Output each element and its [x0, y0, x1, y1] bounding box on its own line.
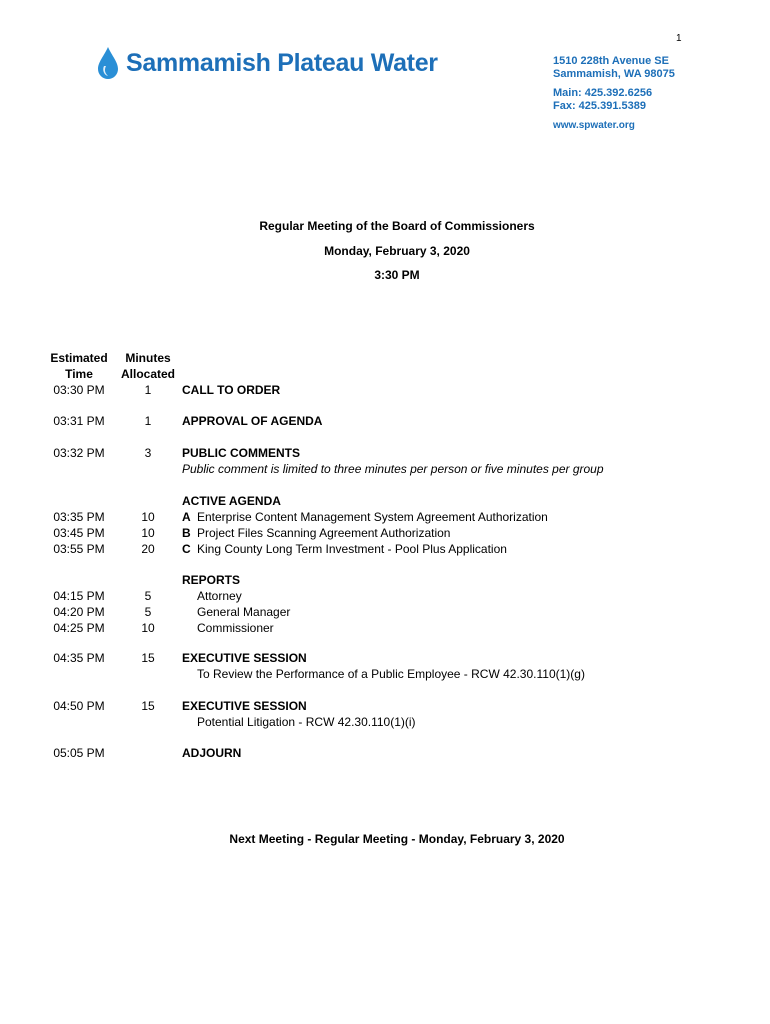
row-time: 03:45 PM — [53, 526, 105, 540]
reports-heading-row — [0, 572, 770, 588]
row-minutes: 5 — [144, 589, 152, 603]
item-letter: B — [182, 526, 191, 540]
executive-session-detail: To Review the Performance of a Public Employee - RCW 42.30.110(1)(g) — [197, 667, 585, 681]
water-drop-icon — [96, 46, 120, 80]
item-text: Project Files Scanning Agreement Authorization — [197, 526, 451, 540]
public-comment-note: Public comment is limited to three minutes per person or five minutes per group — [182, 462, 604, 476]
item-letter: A — [182, 510, 191, 524]
row-time: 04:35 PM — [53, 651, 105, 665]
row-label: EXECUTIVE SESSION — [182, 651, 307, 665]
row-minutes: 15 — [141, 699, 155, 713]
executive-session-1-detail-row — [0, 666, 770, 682]
meeting-title: Regular Meeting of the Board of Commissioners — [259, 219, 535, 233]
item-text: General Manager — [197, 605, 291, 619]
report-item-attorney — [0, 588, 770, 604]
row-minutes: 10 — [141, 526, 155, 540]
agenda-row-executive-session-2 — [0, 698, 770, 714]
row-time: 04:20 PM — [53, 605, 105, 619]
item-text: King County Long Term Investment - Pool Plus Application — [197, 542, 507, 556]
estimated-time-header — [44, 350, 114, 382]
website: www.spwater.org — [553, 120, 635, 131]
reports-heading: REPORTS — [182, 573, 241, 587]
row-time: 03:55 PM — [53, 542, 105, 556]
header-time: Time — [65, 367, 93, 381]
executive-session-detail: Potential Litigation - RCW 42.30.110(1)(i) — [197, 715, 416, 729]
address-line2: Sammamish, WA 98075 — [553, 68, 675, 80]
agenda-row-executive-session-1 — [0, 650, 770, 666]
active-agenda-heading-row — [0, 493, 770, 509]
address-block — [553, 55, 675, 132]
report-item-commissioner — [0, 620, 770, 636]
item-text: Enterprise Content Management System Agreement Authorization — [197, 510, 548, 524]
header-estimated: Estimated — [50, 351, 108, 365]
logo — [96, 46, 438, 80]
fax-number: Fax: 425.391.5389 — [553, 100, 646, 112]
meeting-date: Monday, February 3, 2020 — [324, 244, 470, 258]
row-minutes: 10 — [141, 510, 155, 524]
public-comment-note-row — [0, 461, 770, 477]
active-agenda-heading: ACTIVE AGENDA — [182, 494, 281, 508]
active-agenda-item-c — [0, 541, 770, 557]
row-time: 04:15 PM — [53, 589, 105, 603]
meeting-time: 3:30 PM — [374, 268, 420, 282]
row-time: 05:05 PM — [53, 746, 105, 760]
row-label: EXECUTIVE SESSION — [182, 699, 307, 713]
row-minutes: 5 — [144, 605, 152, 619]
item-text: Attorney — [197, 589, 242, 603]
header-minutes: Minutes — [125, 351, 171, 365]
item-letter: C — [182, 542, 191, 556]
report-item-general-manager — [0, 604, 770, 620]
agenda-row-approval — [0, 413, 770, 429]
row-label: APPROVAL OF AGENDA — [182, 414, 323, 428]
header-allocated: Allocated — [120, 367, 175, 381]
item-text: Commissioner — [197, 621, 274, 635]
next-meeting: Next Meeting - Regular Meeting - Monday, February 3, 2020 — [229, 832, 565, 846]
active-agenda-item-a — [0, 509, 770, 525]
row-minutes: 1 — [144, 414, 152, 428]
row-minutes: 20 — [141, 542, 155, 556]
row-minutes: 1 — [144, 383, 152, 397]
main-phone: Main: 425.392.6256 — [553, 87, 653, 99]
agenda-row-adjourn — [0, 745, 770, 761]
row-minutes: 10 — [141, 621, 155, 635]
row-time: 03:35 PM — [53, 510, 105, 524]
row-time: 03:32 PM — [53, 446, 105, 460]
row-label: ADJOURN — [182, 746, 242, 760]
executive-session-2-detail-row — [0, 714, 770, 730]
row-time: 04:50 PM — [53, 699, 105, 713]
row-time: 03:31 PM — [53, 414, 105, 428]
row-label: PUBLIC COMMENTS — [182, 446, 300, 460]
agenda-row-public-comments — [0, 445, 770, 461]
active-agenda-item-b — [0, 525, 770, 541]
agenda-row-call-to-order — [0, 382, 770, 398]
address-line1: 1510 228th Avenue SE — [553, 55, 669, 67]
page-number: 1 — [676, 33, 682, 44]
row-label: CALL TO ORDER — [182, 383, 281, 397]
minutes-allocated-header — [114, 350, 182, 382]
row-minutes: 3 — [144, 446, 152, 460]
row-time: 03:30 PM — [53, 383, 105, 397]
brand-name: Sammamish Plateau Water — [126, 48, 438, 77]
row-minutes: 15 — [141, 651, 155, 665]
row-time: 04:25 PM — [53, 621, 105, 635]
